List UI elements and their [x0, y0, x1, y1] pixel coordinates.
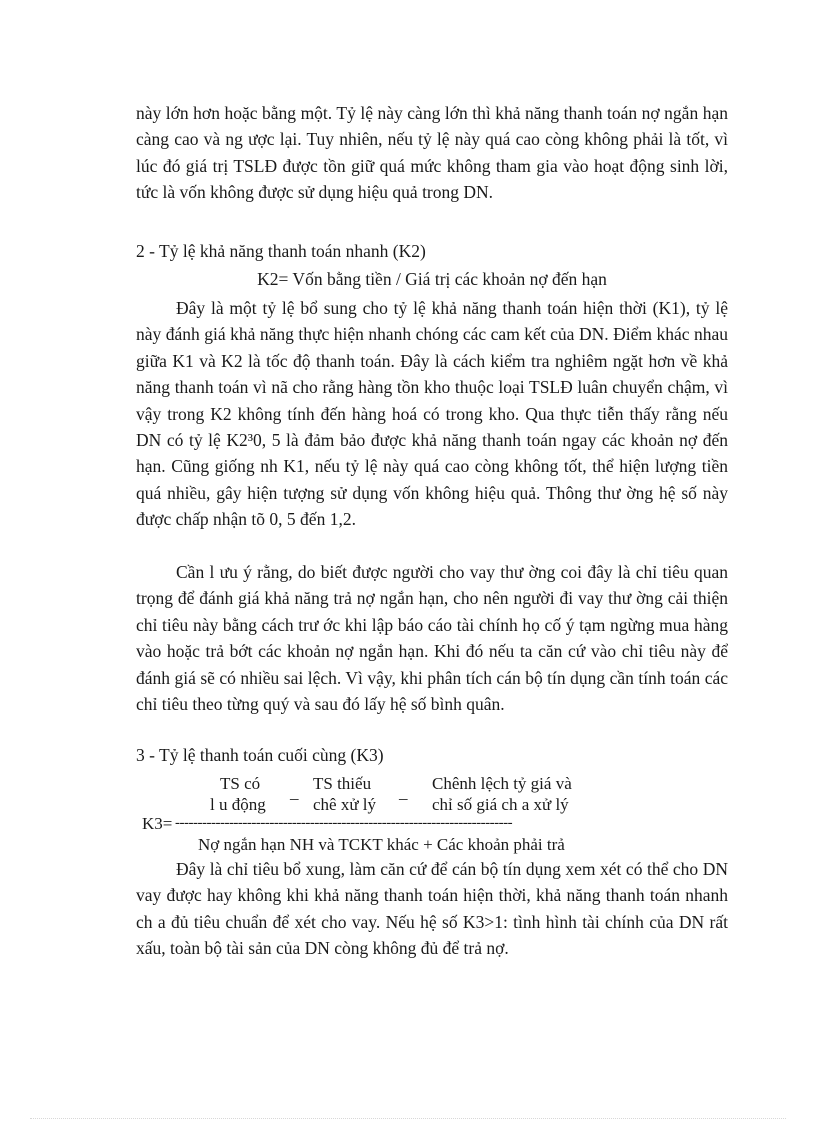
k3-term1-line2: l u động [210, 795, 266, 814]
k3-term3-line1: Chênh lệch tỷ giá và [432, 774, 572, 793]
k3-lhs: K3= [142, 814, 173, 833]
paragraph-k3-explanation: Đây là chỉ tiêu bổ xung, làm căn cứ để cán bộ tín dụng xem xét có thể cho DN vay được hay không khi khả năng thanh toán hiện thời, khả năng thanh toán nhanh ch a đủ tiêu chuẩn để xét cho vay. Nếu hệ số K3>1: tình hình tài chính của DN rất xấu, toàn bộ tài sản của DN còng không đủ để trả nợ. [136, 859, 728, 959]
heading-k2: 2 - Tỷ lệ khả năng thanh toán nhanh (K2) [136, 241, 426, 261]
heading-k3: 3 - Tỷ lệ thanh toán cuối cùng (K3) [136, 745, 384, 765]
paragraph-k1-conclusion: này lớn hơn hoặc bằng một. Tỷ lệ này càng lớn thì khả năng thanh toán nợ ngắn hạn càng cao và ng ược lại. Tuy nhiên, nếu tỷ lệ này quá cao còng không phải là tốt, vì lúc đó giá trị TSLĐ được tồn giữ quá mức không tham gia vào hoạt động sinh lời, tức là vốn không được sử dụng hiệu quả trong DN. [136, 103, 728, 203]
k3-fraction-bar: --------------------------------------------------------------------------- [175, 815, 513, 831]
page-bottom-border [30, 1118, 786, 1119]
k3-term2-line2: chê xử lý [313, 795, 377, 814]
k3-term3-line2: chỉ số giá ch a xử lý [432, 795, 569, 814]
paragraph-k2-caution: Cần l ưu ý rằng, do biết được người cho vay thư ờng coi đây là chỉ tiêu quan trọng để đánh giá khả năng trả nợ ngắn hạn, cho nên người đi vay thư ờng cải thiện chỉ tiêu này bằng cách trư ớc khi lập báo cáo tài chính họ cố ý tạm ngừng mua hàng vào hoặc trả bớt các khoản nợ ngắn hạn. Khi đó nếu ta căn cứ vào chỉ tiêu này để đánh giá sẽ có nhiều sai lệch. Vì vậy, khi phân tích cán bộ tín dụng cần tính toán các chỉ tiêu theo từng quý và sau đó lấy hệ số bình quân. [136, 562, 728, 715]
k3-term2-line1: TS thiếu [313, 774, 372, 793]
k2-formula: K2= Vốn bằng tiền / Giá trị các khoản nợ đến hạn [257, 269, 607, 289]
k3-denominator: Nợ ngắn hạn NH và TCKT khác + Các khoản phải trả [198, 835, 565, 854]
k3-minus-2: _ [399, 783, 408, 802]
paragraph-k2-explanation: Đây là một tỷ lệ bổ sung cho tỷ lệ khả năng thanh toán hiện thời (K1), tỷ lệ này đánh giá khả năng thực hiện nhanh chóng các cam kết của DN. Điểm khác nhau giữa K1 và K2 là tốc độ thanh toán. Đây là cách kiểm tra nghiêm ngặt hơn về khả năng thanh toán vì nã cho rằng hàng tồn kho thuộc loại TSLĐ luân chuyển chậm, vì vậy trong K2 không tính đến hàng hoá có trong kho. Qua thực tiễn thấy rằng nếu DN có tỷ lệ K2³0, 5 là đảm bảo được khả năng thanh toán ngay các khoản nợ đến hạn. Cũng giống nh K1, nếu tỷ lệ này quá cao còng không tốt, thể hiện lượng tiền quá nhiều, gây hiện tượng sử dụng vốn không hiệu quả. Thông thư ờng hệ số này được chấp nhận tõ 0, 5 đến 1,2. [136, 298, 728, 530]
k3-term1-line1: TS có [220, 774, 261, 793]
k3-minus-1: _ [290, 783, 299, 802]
